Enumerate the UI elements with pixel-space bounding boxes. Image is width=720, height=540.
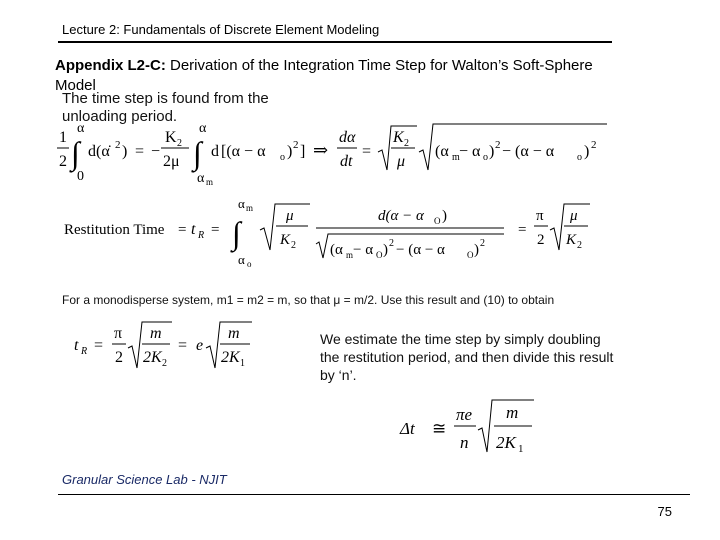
eq2-eq: = — [178, 222, 187, 238]
eq3-eq2: = — [178, 337, 188, 354]
eq2-t: t — [191, 221, 196, 238]
eq3-two: 2 — [115, 349, 123, 366]
eq2-pi: π — [536, 208, 544, 224]
eq1-sq4: 2 — [591, 139, 597, 151]
eq3-eq: = — [94, 337, 104, 354]
eq2-mu: μ — [286, 208, 294, 224]
eq1-d2: d — [211, 143, 219, 160]
eq1-half-den: 2 — [59, 153, 67, 170]
eq2-den-open: (α — [330, 242, 343, 258]
eq1-bracket-close: ) — [287, 143, 293, 160]
lecture-label: Lecture 2 — [62, 22, 117, 37]
eq2-integral-sign: ∫ — [232, 215, 241, 251]
eq2-k2: K — [566, 232, 577, 248]
eq2-den-tail2: ) — [474, 242, 479, 258]
eq1-o2: o — [483, 152, 488, 163]
eq1-half-num: 1 — [59, 129, 67, 146]
eq3-k: 2K — [143, 349, 162, 366]
eq1-integral-sign: ∫ — [71, 135, 80, 171]
eq1-eq: = — [135, 143, 145, 160]
eq1-tail: − (α − α — [502, 143, 555, 160]
eq2-num: d(α − α — [378, 208, 424, 224]
eq2-den-o2: O — [467, 250, 474, 260]
eq1-sq: 2 — [115, 139, 121, 151]
eq1-o: o — [280, 152, 285, 163]
eq1-k-sub: 2 — [177, 138, 182, 149]
lecture-header — [62, 22, 379, 37]
footer-rule — [58, 494, 690, 495]
page-number: 75 — [657, 504, 672, 519]
eq1-int2-upper: α — [199, 121, 207, 136]
eq1-int-upper: α — [77, 121, 85, 136]
eq1-close: ) — [122, 143, 128, 160]
monodisperse-text: For a monodisperse system, m1 = m2 = m, so that μ = m/2. Use this result and (10) to obtain — [62, 293, 555, 307]
eq3-k2: 2K — [221, 349, 240, 366]
eq3-m2: m — [228, 325, 240, 342]
eq1-integral2-sign: ∫ — [193, 135, 202, 171]
eq1-dadt-num: dα — [339, 129, 356, 146]
eq4-pie: πe — [456, 405, 473, 424]
eq3-r: R — [81, 346, 88, 357]
eq2-lower: α — [238, 252, 245, 267]
eq3-pi: π — [114, 325, 123, 342]
eq3-t: t — [74, 337, 79, 354]
eq1-d-term: d(α̇ — [88, 143, 110, 160]
eq1-sq2: 2 — [293, 139, 299, 151]
equation-restitution-time — [60, 196, 620, 272]
eq1-k: K — [165, 129, 177, 146]
estimate-text: We estimate the time step by simply doubling the restitution period, and then divide this result by ‘n’. — [320, 331, 614, 383]
eq1-root-open: (α — [435, 143, 449, 160]
eq1-mu-den: 2μ — [163, 153, 180, 170]
eq3-k-sub: 2 — [162, 358, 167, 369]
eq4-n: n — [460, 433, 469, 452]
eq1-rb: ] — [300, 143, 306, 160]
eq2-eq3: = — [518, 222, 527, 238]
eq1-sqrt-mu: μ — [397, 153, 406, 170]
eq2-eq2: = — [211, 222, 220, 238]
eq1-dadt-den: dt — [340, 153, 353, 170]
eq1-int2-lower-sub: m — [206, 177, 214, 187]
eq2-den-m: m — [346, 250, 354, 260]
eq2-k2-sub: 2 — [577, 240, 582, 251]
eq1-int-lower: 0 — [77, 169, 84, 184]
eq1-tail2: ) — [584, 143, 590, 160]
eq3-m: m — [150, 325, 162, 342]
eq2-den-tail: − (α − α — [396, 242, 445, 258]
eq1-sqrt-k: K — [393, 129, 404, 146]
equation-time-step — [396, 396, 546, 460]
eq2-den-close: ) — [383, 242, 388, 258]
eq1-sq3: 2 — [495, 139, 501, 151]
eq2-den-o: O — [376, 250, 383, 260]
eq4-k: 2K — [496, 433, 516, 452]
intro-text: The time step is found from the unloading period. — [62, 90, 269, 125]
slide-title-rest: Derivation of the Integration Time Step for Walton’s Soft-Sphere Model — [55, 57, 593, 94]
eq2-den-sq2: 2 — [480, 238, 485, 249]
eq2-k: K — [280, 232, 291, 248]
eq2-den-sq: 2 — [389, 238, 394, 249]
eq1-int2-lower: α — [197, 171, 205, 186]
eq2-num-close: ) — [442, 208, 447, 224]
eq2-den-mid: − α — [353, 242, 374, 258]
slide-title-bold: Appendix L2-C: — [55, 57, 166, 74]
equation-tr-monodisperse — [72, 318, 272, 374]
eq4-approx: ≅ — [432, 419, 447, 438]
eq2-two: 2 — [537, 232, 545, 248]
footer-lab-name: Granular Science Lab - NJIT — [62, 472, 227, 487]
eq2-num-sub: O — [434, 216, 441, 226]
eq2-r: R — [198, 230, 205, 241]
eq1-mid: − α — [459, 143, 481, 160]
eq1-eq2: = — [362, 143, 372, 160]
eq3-k2-sub: 1 — [240, 358, 245, 369]
eq4-k-sub: 1 — [518, 443, 524, 455]
eq1-o3: o — [577, 152, 582, 163]
eq2-k-sub: 2 — [291, 240, 296, 251]
eq2-mu2: μ — [570, 208, 578, 224]
eq1-bracket: [(α − α — [221, 143, 266, 160]
eq2-upper-sub: m — [246, 203, 254, 213]
eq4-dt: Δt — [400, 419, 415, 438]
lecture-title: : Fundamentals of Discrete Element Modeling — [116, 22, 380, 37]
eq1-minus: − — [151, 143, 161, 160]
eq1-arrow: ⇒ — [313, 140, 329, 160]
eq2-upper: α — [238, 196, 245, 211]
eq1-m: m — [452, 152, 460, 163]
eq1-mid2: ) — [489, 143, 495, 160]
eq1-sqrt-k-sub: 2 — [404, 138, 409, 149]
equation-energy-integral — [55, 118, 615, 190]
header-rule — [58, 41, 612, 43]
eq2-lower-sub: o — [247, 259, 252, 269]
eq4-m: m — [506, 403, 519, 422]
eq2-label: Restitution Time — [64, 222, 165, 238]
eq3-e: e — [196, 337, 204, 354]
